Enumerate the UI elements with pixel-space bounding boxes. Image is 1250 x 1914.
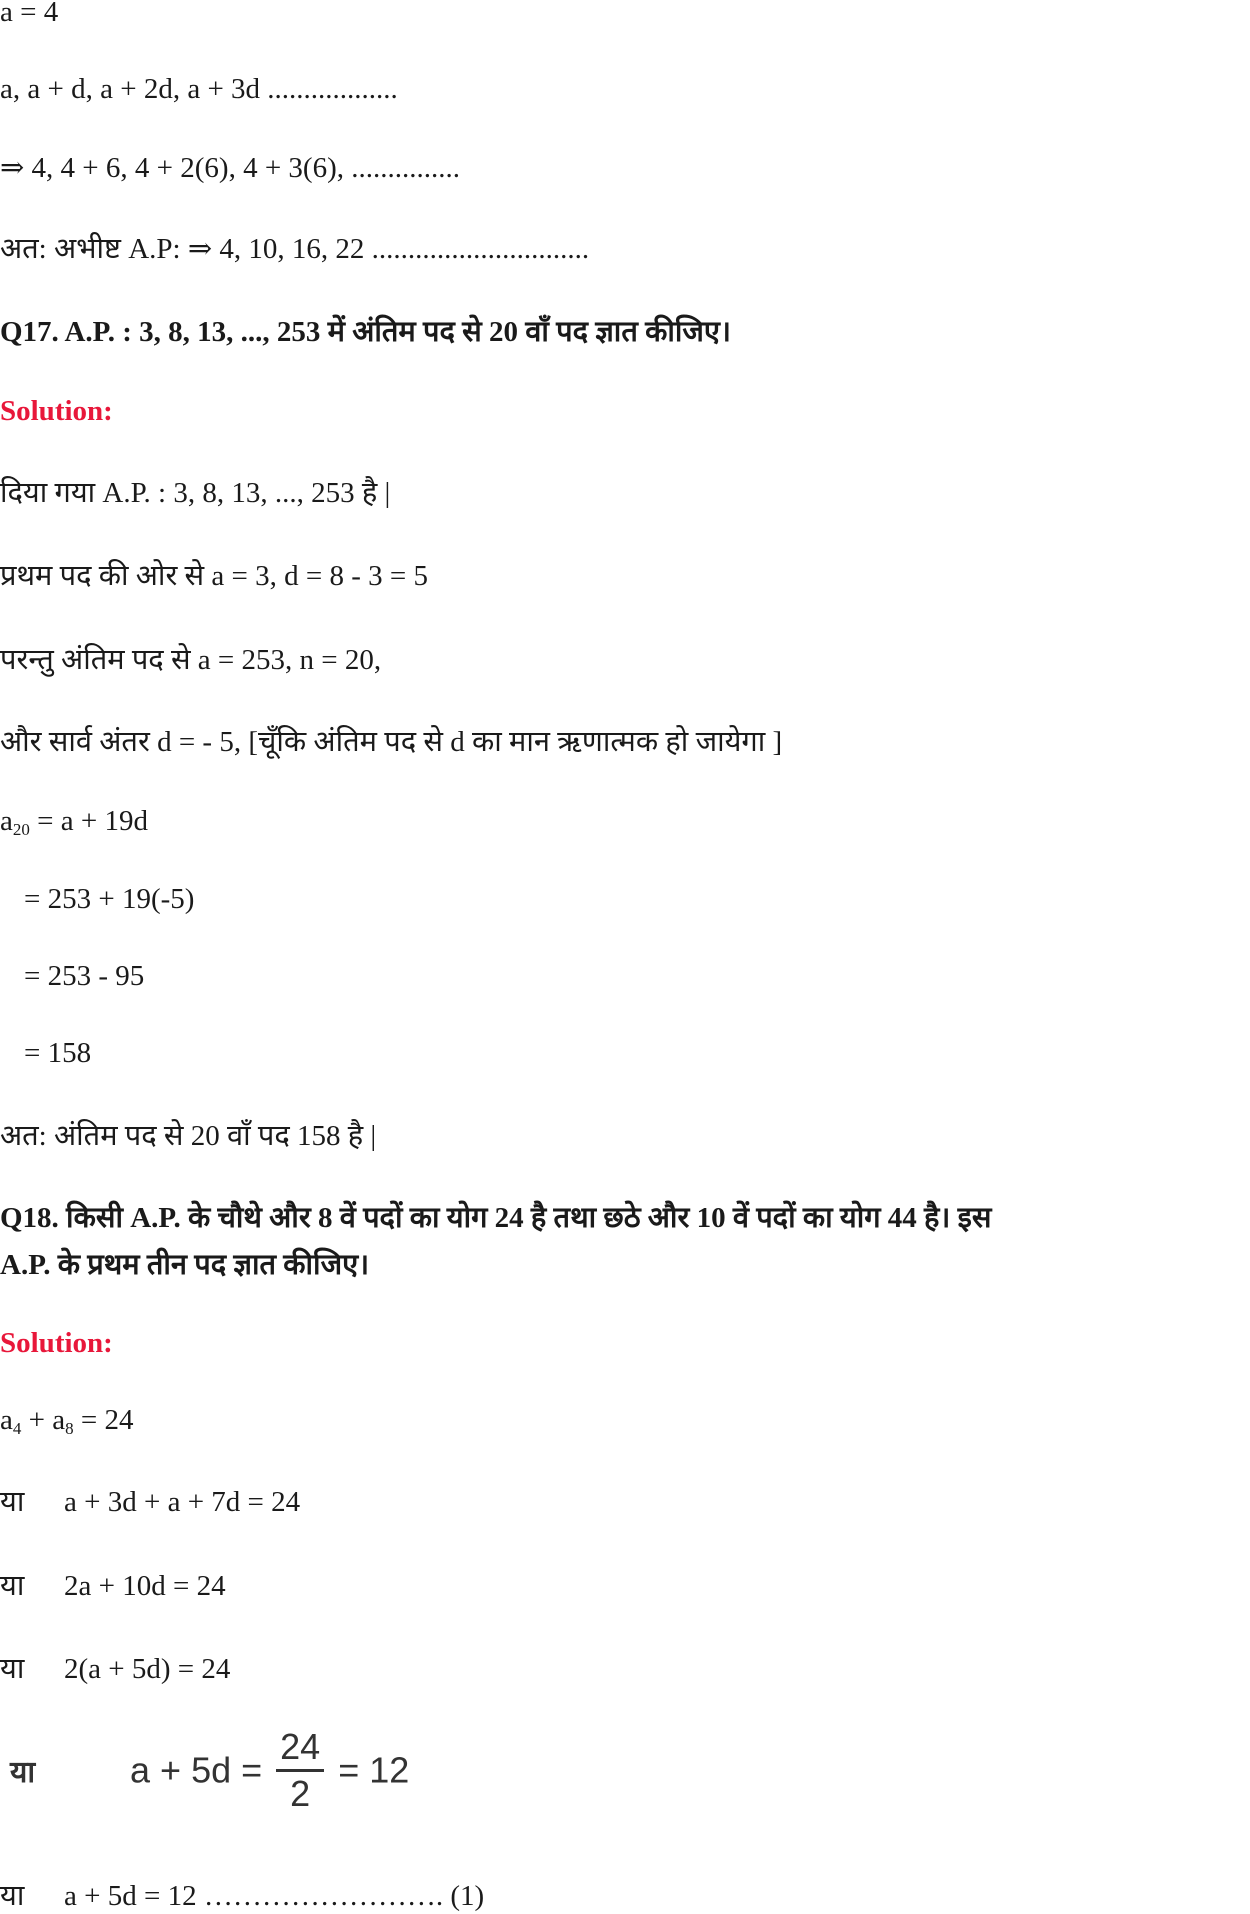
equation-line: = 253 + 19(-5): [24, 883, 195, 915]
solution-step: प्रथम पद की ओर से a = 3, d = 8 - 3 = 5: [0, 560, 429, 592]
equation-line: [0, 1568, 226, 1604]
term-a: a: [0, 1404, 13, 1436]
equation-text: a + 5d = 12 ……………………. (1): [64, 1880, 485, 1912]
term-a: a: [0, 805, 13, 837]
question-18-line-2: A.P. के प्रथम तीन पद ज्ञात कीजिए।: [0, 1249, 370, 1281]
equation-line: [0, 1484, 300, 1520]
equation-line: ⇒ 4, 4 + 6, 4 + 2(6), 4 + 3(6), ...............: [0, 152, 460, 184]
equation-text: a + 3d + a + 7d = 24: [64, 1486, 301, 1518]
fraction-denominator: 2: [290, 1773, 311, 1814]
equation-text: 2(a + 5d) = 24: [64, 1653, 231, 1685]
ya-label: या: [0, 1486, 25, 1518]
equation-line: [0, 1402, 133, 1438]
fraction-rhs: = 12: [338, 1749, 410, 1791]
fraction: [276, 1725, 324, 1816]
solution-step: दिया गया A.P. : 3, 8, 13, ..., 253 है |: [0, 477, 391, 509]
subscript: 4: [12, 1419, 22, 1438]
solution-step: और सार्व अंतर d = - 5, [चूँकि अंतिम पद से d का मान ऋणात्मक हो जायेगा ]: [0, 726, 783, 758]
equation-line: a, a + d, a + 2d, a + 3d ..................: [0, 73, 398, 105]
equation-rhs: = a + 19d: [29, 805, 148, 837]
ya-label: या: [0, 1570, 25, 1602]
ya-label: या: [10, 1756, 36, 1789]
subscript: 20: [12, 820, 30, 839]
conclusion-line: अत: अंतिम पद से 20 वाँ पद 158 है |: [0, 1120, 377, 1152]
equation-line: [0, 1651, 230, 1687]
equation-line: = 158: [24, 1037, 92, 1069]
equation-rhs: = 24: [73, 1404, 134, 1436]
plus-sign: +: [21, 1404, 53, 1436]
subscript: 8: [65, 1419, 74, 1438]
question-18-line-1: Q18. किसी A.P. के चौथे और 8 वें पदों का योग 24 है तथा छठे और 10 वें पदों का योग 44 है। इस: [0, 1202, 992, 1234]
ya-label: या: [0, 1880, 25, 1912]
conclusion-line: अत: अभीष्ट A.P: ⇒ 4, 10, 16, 22 ..............................: [0, 233, 590, 265]
solution-label: Solution:: [0, 395, 113, 427]
fraction-lhs: a + 5d =: [130, 1749, 263, 1791]
equation-line: a = 4: [0, 0, 59, 28]
fraction-numerator: 24: [276, 1725, 324, 1772]
equation-line: [0, 1878, 484, 1914]
equation-line: [0, 803, 148, 839]
solution-step: परन्तु अंतिम पद से a = 253, n = 20,: [0, 644, 382, 676]
solution-label: Solution:: [0, 1327, 113, 1359]
ya-label: या: [0, 1653, 25, 1685]
question-17: Q17. A.P. : 3, 8, 13, ..., 253 में अंतिम पद से 20 वाँ पद ज्ञात कीजिए।: [0, 316, 731, 348]
equation-line: = 253 - 95: [24, 960, 145, 992]
fraction-equation: [0, 1725, 409, 1816]
term-a: a: [52, 1404, 66, 1436]
equation-text: 2a + 10d = 24: [64, 1570, 226, 1602]
